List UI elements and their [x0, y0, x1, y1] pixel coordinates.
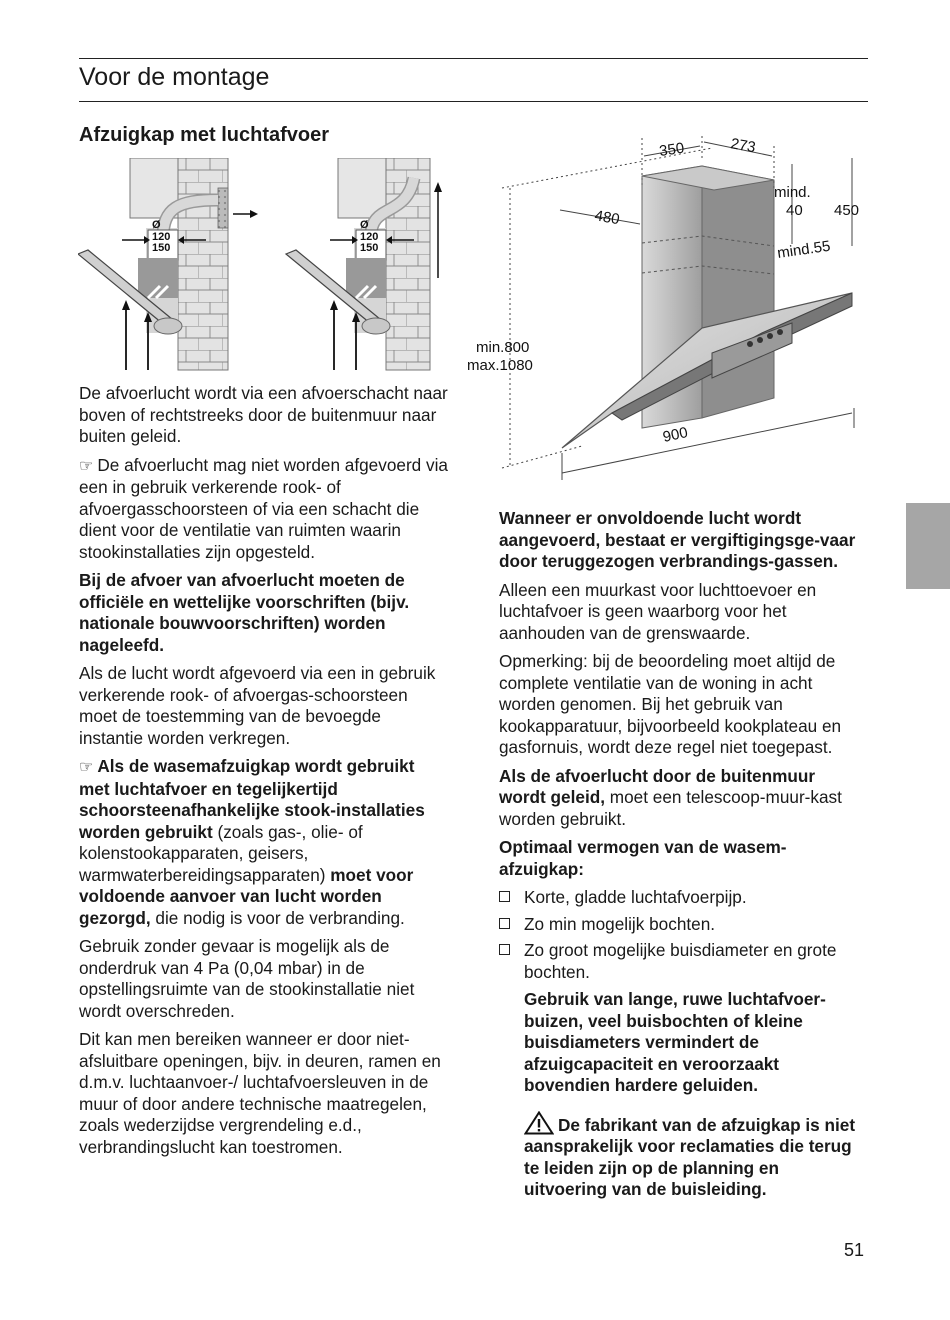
paragraph-bold: Bij de afvoer van afvoerlucht moeten de officiële en wettelijke voorschriften (bijv. nationale bouwvoorschriften) worden nageleefd.	[79, 570, 410, 655]
diagram-b-dim-120: 120	[360, 231, 379, 243]
left-column	[79, 383, 449, 1165]
mind-label: mind.	[774, 184, 811, 201]
diagram-b-dim-150: 150	[360, 242, 379, 254]
dim-273-label: 273	[729, 135, 757, 157]
hood-dimensions-figure	[462, 128, 874, 488]
section-title: Voor de montage	[79, 63, 270, 91]
diagram-b	[286, 158, 446, 370]
paragraph: De afvoerlucht wordt via een afvoerschacht naar boven of rechtstreeks door de buitenmuur naar buiten geleid.	[79, 383, 448, 446]
hand-pointer-icon: ☞	[79, 457, 94, 475]
page-number: 51	[844, 1240, 865, 1260]
diagram-a-diameter-symbol: Ø	[152, 219, 161, 231]
paragraph: Alleen een muurkast voor luchttoevoer en luchtafvoer is geen waarborg voor het aanhouden van de grenswaarde.	[499, 579, 817, 643]
checkbox-icon	[499, 918, 510, 929]
dim-350-label: 350	[658, 139, 686, 160]
liability-warning: De fabrikant van de afzuigkap is niet aansprakelijk voor reclamaties die terug te leiden zijn op de planning en uitvoering van de buisleiding.	[524, 1111, 861, 1201]
checkbox-icon	[499, 944, 510, 955]
top-rule	[79, 58, 868, 59]
side-tab-marker	[906, 503, 950, 589]
mind-value-40: 40	[786, 202, 803, 219]
diagram-a-dim-120: 120	[152, 231, 171, 243]
paragraph: Als de afvoerlucht door de buitenmuur wordt geleid, moet een telescoop-muur-kast worden gebruikt.	[499, 765, 842, 829]
diagram-a-dim-150: 150	[152, 242, 171, 254]
warning-paragraph: Wanneer er onvoldoende lucht wordt aangevoerd, bestaat er vergiftigingsge-vaar door teruggezogen verbrandings-gassen.	[499, 508, 856, 571]
paragraph: Opmerking: bij de beoordeling moet altijd de complete ventilatie van de woning in acht worden genomen. Bij het gebruik van kookapparatuur, bijvoorbeeld kookplateau en gasfornuis, wordt deze regel niet toegepast.	[499, 651, 842, 757]
paragraph: Dit kan men bereiken wanneer er door niet-afsluitbare openingen, bijv. in deuren, ramen en d.m.v. luchtaanvoer-/ luchtafvoersleuven in de muur of door andere technische maatregelen, zoals wederzijdse vergrendeling e.d., verbrandingslucht kan toestromen.	[79, 1029, 441, 1157]
mind55-label: mind.55	[776, 237, 832, 262]
note-paragraph: ☞ Als de wasemafzuigkap wordt gebruikt met luchtafvoer en tegelijkertijd schoorsteenafhankelijke stook-installaties worden gebruikt (zoals gas-, olie- of kolenstookapparaten, geisers, warmwaterbereidingsapparaten) moet voor voldoende aanvoer van lucht worden gezorgd, die nodig is voor de verbranding.	[79, 756, 425, 928]
duct-installation-figure	[78, 158, 448, 373]
right-column	[499, 508, 861, 1208]
paragraph-bold: Gebruik van lange, ruwe luchtafvoer-buizen, veel buisbochten of kleine buisdiameters vermindert de afzuigcapaciteit en veroorzaakt bovendien hardere geluiden.	[524, 989, 826, 1095]
warning-triangle-icon	[524, 1111, 554, 1135]
dim-900-label: 900	[661, 424, 690, 446]
dim-450-label: 450	[834, 202, 860, 219]
hand-pointer-icon: ☞	[79, 759, 94, 776]
list-heading: Optimaal vermogen van de wasem-afzuigkap:	[499, 837, 787, 879]
min800-label: min.800	[476, 339, 530, 356]
paragraph: Als de lucht wordt afgevoerd via een in gebruik verkerende rook- of afvoergas-schoorsteen moet de toestemming van de bevoegde instantie worden verkregen.	[79, 663, 436, 748]
note-paragraph: ☞ De afvoerlucht mag niet worden afgevoerd via een in gebruik verkerende rook- of afvoergasschoorsteen of via een schacht die dient voor de ventilatie van ruimten waarin stookinstallaties zijn opgesteld.	[79, 454, 448, 562]
title-rule	[79, 101, 868, 102]
diagram-b-diameter-symbol: Ø	[360, 219, 369, 231]
checkbox-icon	[499, 891, 510, 902]
subheading: Afzuigkap met luchtafvoer	[79, 124, 330, 146]
paragraph: Gebruik zonder gevaar is mogelijk als de onderdruk van 4 Pa (0,04 mbar) in de opstellingsruimte van de stookinstallatie niet wordt overschreden.	[79, 936, 415, 1021]
max1080-label: max.1080	[467, 357, 533, 374]
dim-480-label: 480	[593, 207, 621, 229]
list-item: Korte, gladde luchtafvoerpijp.	[499, 887, 861, 909]
list-item: Zo min mogelijk bochten.	[499, 914, 861, 936]
list-item: Zo groot mogelijke buisdiameter en grote bochten.	[499, 940, 861, 983]
optimal-performance-list	[499, 887, 861, 983]
diagram-a	[78, 158, 258, 370]
